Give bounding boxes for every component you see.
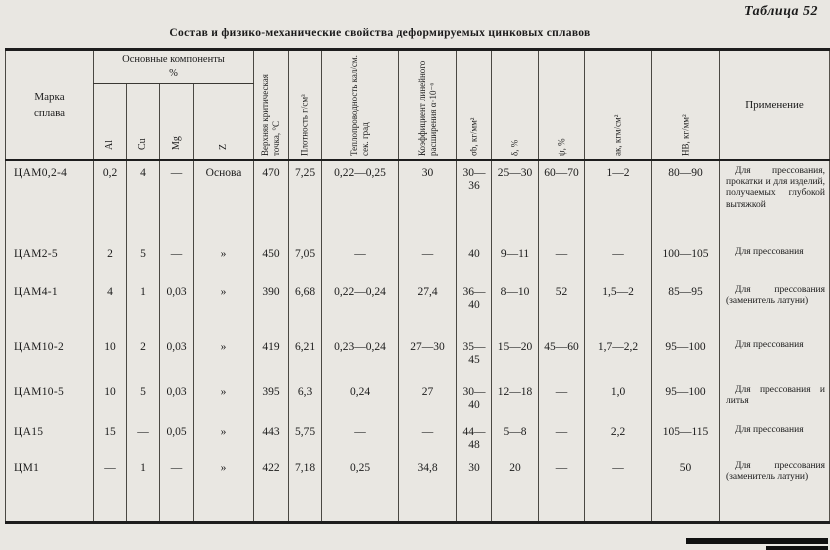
cell-zn: » (194, 420, 254, 456)
cell-application: Для прессования, прокатки и для изделий, получаемых глубокой вытяжкой (720, 160, 830, 242)
cell-ak: 1,0 (585, 380, 652, 420)
cell-al: 4 (94, 280, 127, 335)
col-header-critical-point: Верхняя критическая точка, °С (254, 50, 289, 161)
cell-cu: 1 (127, 280, 160, 335)
cell-grade: ЦАМ4-1 (6, 280, 94, 335)
cell-sigma: 30 (457, 456, 492, 522)
cell-density: 6,21 (289, 335, 322, 380)
cell-density: 7,18 (289, 456, 322, 522)
cell-delta: 9—11 (492, 242, 539, 280)
cell-expansion: — (399, 242, 457, 280)
col-header-zn: Z (194, 84, 254, 160)
cell-thermal: 0,22—0,24 (322, 280, 399, 335)
cell-hb: 95—100 (652, 335, 720, 380)
cell-sigma: 36—40 (457, 280, 492, 335)
col-header-grade: Марка сплава (6, 50, 94, 161)
cell-delta: 20 (492, 456, 539, 522)
col-header-thermal-conductivity: Теплопроводность кал/см. сек. град (322, 50, 399, 161)
cell-ak: — (585, 242, 652, 280)
cell-delta: 5—8 (492, 420, 539, 456)
cell-hb: 100—105 (652, 242, 720, 280)
cell-application: Для прессования (заменитель латуни) (720, 456, 830, 522)
col-header-impact-strength: aк, кгм/см² (585, 50, 652, 161)
table-row (6, 380, 830, 420)
cell-cu: 4 (127, 160, 160, 242)
table-row (6, 456, 830, 522)
cell-expansion: 30 (399, 160, 457, 242)
cell-ak: 1,7—2,2 (585, 335, 652, 380)
cell-psi: — (539, 420, 585, 456)
cell-thermal: — (322, 242, 399, 280)
cell-al: — (94, 456, 127, 522)
cell-psi: — (539, 380, 585, 420)
cell-density: 7,05 (289, 242, 322, 280)
table-row (6, 420, 830, 456)
cell-al: 0,2 (94, 160, 127, 242)
cell-mg: 0,03 (160, 335, 194, 380)
scan-artifact-mark (766, 546, 828, 550)
cell-grade: ЦАМ10-2 (6, 335, 94, 380)
cell-grade: ЦМ1 (6, 456, 94, 522)
table-row (6, 160, 830, 242)
cell-thermal: — (322, 420, 399, 456)
cell-zn: » (194, 242, 254, 280)
cell-psi: 60—70 (539, 160, 585, 242)
cell-application: Для прессования (720, 335, 830, 380)
cell-ak: 1,5—2 (585, 280, 652, 335)
table-header (6, 50, 830, 161)
cell-cu: 2 (127, 335, 160, 380)
col-header-density: Плотность г/см³ (289, 50, 322, 161)
cell-zn: Основа (194, 160, 254, 242)
table-row (6, 280, 830, 335)
table-caption: Состав и физико-механические свойства деформируемых цинковых сплавов (169, 27, 591, 39)
cell-thermal: 0,24 (322, 380, 399, 420)
cell-zn: » (194, 380, 254, 420)
cell-grade: ЦАМ0,2-4 (6, 160, 94, 242)
cell-expansion: 34,8 (399, 456, 457, 522)
cell-psi: 52 (539, 280, 585, 335)
cell-delta: 25—30 (492, 160, 539, 242)
cell-delta: 12—18 (492, 380, 539, 420)
cell-critical: 450 (254, 242, 289, 280)
cell-mg: — (160, 456, 194, 522)
cell-critical: 419 (254, 335, 289, 380)
cell-sigma: 35—45 (457, 335, 492, 380)
cell-hb: 95—100 (652, 380, 720, 420)
cell-density: 7,25 (289, 160, 322, 242)
table-row (6, 335, 830, 380)
cell-al: 10 (94, 335, 127, 380)
cell-zn: » (194, 456, 254, 522)
cell-density: 6,68 (289, 280, 322, 335)
cell-hb: 85—95 (652, 280, 720, 335)
cell-cu: 5 (127, 380, 160, 420)
cell-critical: 443 (254, 420, 289, 456)
cell-sigma: 30—40 (457, 380, 492, 420)
col-header-reduction-of-area: ψ, % (539, 50, 585, 161)
cell-expansion: — (399, 420, 457, 456)
cell-thermal: 0,23—0,24 (322, 335, 399, 380)
col-header-elongation: δ, % (492, 50, 539, 161)
cell-psi: — (539, 242, 585, 280)
cell-hb: 50 (652, 456, 720, 522)
cell-psi: — (539, 456, 585, 522)
cell-ak: 1—2 (585, 160, 652, 242)
col-header-mg: Mg (160, 84, 194, 160)
cell-sigma: 44—48 (457, 420, 492, 456)
cell-mg: 0,03 (160, 280, 194, 335)
cell-cu: — (127, 420, 160, 456)
col-header-linear-expansion: Коэффициент линейного расширения α·10⁻⁶ (399, 50, 457, 161)
col-header-cu: Cu (127, 84, 160, 160)
cell-al: 10 (94, 380, 127, 420)
cell-expansion: 27—30 (399, 335, 457, 380)
cell-hb: 105—115 (652, 420, 720, 456)
scan-artifact-mark (686, 538, 828, 544)
cell-expansion: 27,4 (399, 280, 457, 335)
cell-ak: — (585, 456, 652, 522)
cell-critical: 470 (254, 160, 289, 242)
cell-cu: 5 (127, 242, 160, 280)
cell-application: Для прессования (720, 420, 830, 456)
cell-hb: 80—90 (652, 160, 720, 242)
alloys-table (5, 48, 830, 524)
col-header-components-group (94, 50, 254, 84)
cell-mg: 0,03 (160, 380, 194, 420)
cell-application: Для прессования и литья (720, 380, 830, 420)
cell-expansion: 27 (399, 380, 457, 420)
table-row (6, 242, 830, 280)
cell-grade: ЦАМ10-5 (6, 380, 94, 420)
cell-application: Для прессования (заменитель латуни) (720, 280, 830, 335)
cell-grade: ЦА15 (6, 420, 94, 456)
cell-density: 6,3 (289, 380, 322, 420)
cell-zn: » (194, 280, 254, 335)
cell-psi: 45—60 (539, 335, 585, 380)
cell-ak: 2,2 (585, 420, 652, 456)
cell-critical: 390 (254, 280, 289, 335)
cell-al: 15 (94, 420, 127, 456)
cell-sigma: 30—36 (457, 160, 492, 242)
cell-delta: 15—20 (492, 335, 539, 380)
table-body (6, 160, 830, 522)
table-number-label: Таблица 52 (744, 4, 818, 19)
cell-al: 2 (94, 242, 127, 280)
components-group-label: Основные компоненты (122, 54, 225, 66)
cell-mg: — (160, 242, 194, 280)
cell-mg: 0,05 (160, 420, 194, 456)
col-header-al: Al (94, 84, 127, 160)
cell-cu: 1 (127, 456, 160, 522)
cell-sigma: 40 (457, 242, 492, 280)
components-unit-label: % (169, 68, 178, 80)
cell-thermal: 0,25 (322, 456, 399, 522)
cell-critical: 395 (254, 380, 289, 420)
cell-mg: — (160, 160, 194, 242)
cell-grade: ЦАМ2-5 (6, 242, 94, 280)
col-header-tensile-strength: σb, кг/мм² (457, 50, 492, 161)
cell-delta: 8—10 (492, 280, 539, 335)
cell-critical: 422 (254, 456, 289, 522)
col-header-application: Применение (720, 50, 830, 161)
cell-zn: » (194, 335, 254, 380)
cell-thermal: 0,22—0,25 (322, 160, 399, 242)
cell-density: 5,75 (289, 420, 322, 456)
cell-application: Для прессования (720, 242, 830, 280)
col-header-hardness: HB, кг/мм² (652, 50, 720, 161)
